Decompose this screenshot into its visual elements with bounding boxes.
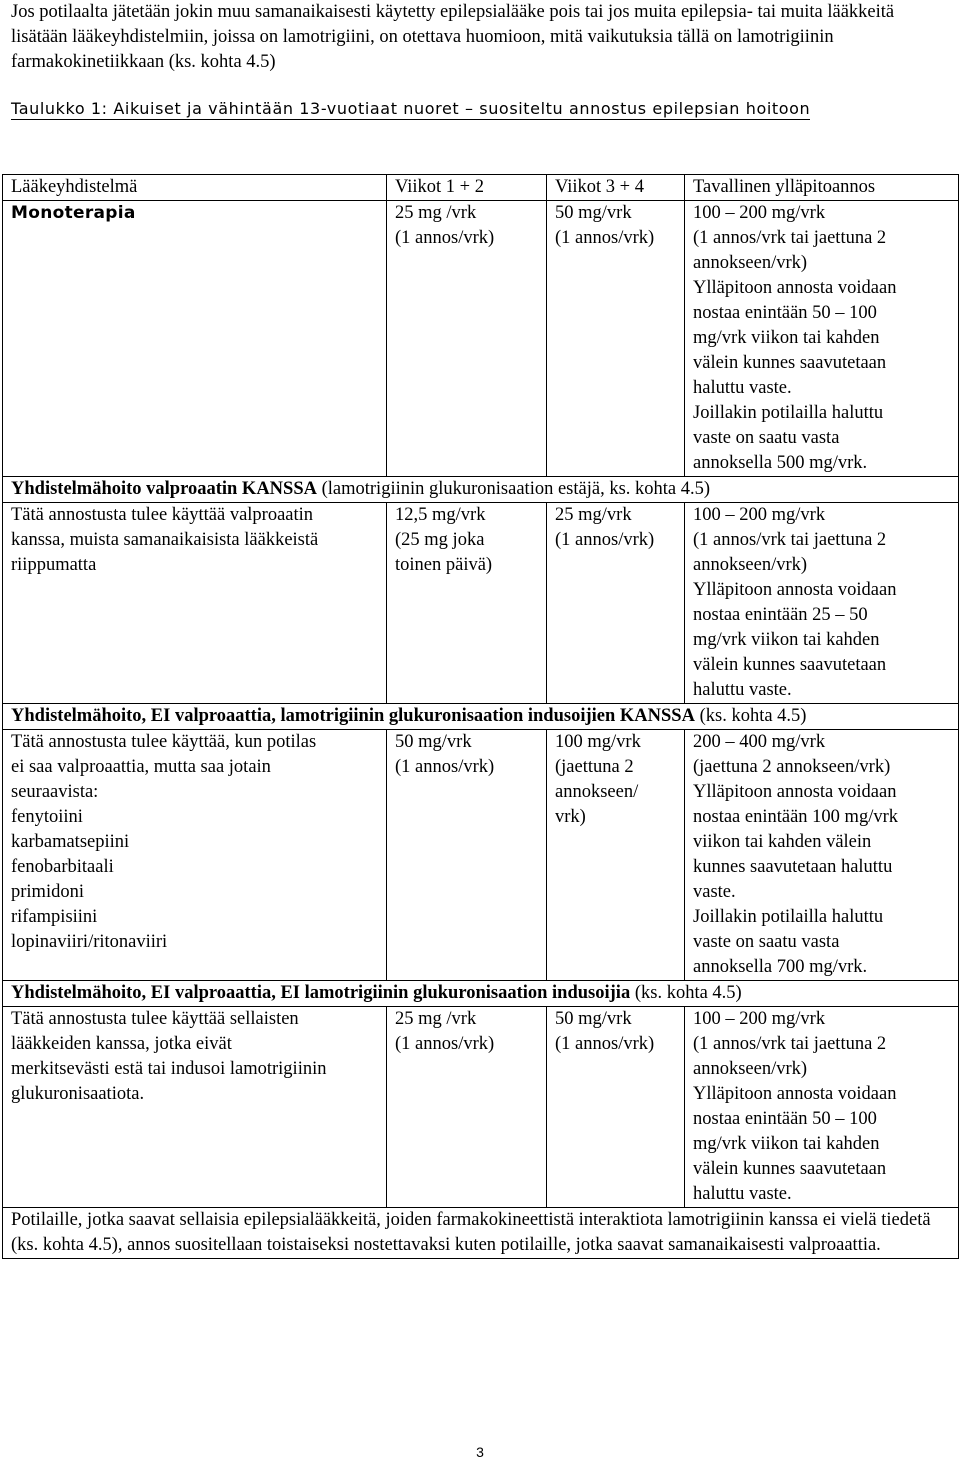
- no-inducers-weeks-3-4-line: 50 mg/vrk: [555, 1009, 632, 1029]
- inducers-maintenance-line: 200 – 400 mg/vrk: [693, 732, 826, 752]
- valproate-maintenance-line: 100 – 200 mg/vrk: [693, 505, 826, 525]
- inducers-weeks-3-4: [547, 730, 685, 981]
- valproate-label-line: Tätä annostusta tulee käyttää valproaatin: [11, 505, 314, 525]
- valproate-weeks-3-4-line: (1 annos/vrk): [555, 530, 655, 550]
- inducers-maintenance-line: kunnes saavutetaan haluttu: [693, 857, 893, 877]
- no-inducers-weeks-1-2: [387, 1007, 547, 1208]
- section-inducers-note: (ks. kohta 4.5): [694, 706, 807, 726]
- inducers-label-line: Tätä annostusta tulee käyttää, kun potilas: [11, 732, 317, 752]
- inducers-label-line: seuraavista:: [11, 782, 99, 802]
- inducers-label-line: primidoni: [11, 882, 84, 902]
- valproate-maintenance-line: annokseen/vrk): [693, 555, 808, 575]
- no-inducers-maintenance-line: (1 annos/vrk tai jaettuna 2: [693, 1034, 887, 1054]
- footnote: Potilaille, jotka saavat sellaisia epilepsialääkkeitä, joiden farmakokineettistä interaktiota lamotrigiinin kanssa ei vielä tiedetä (ks. kohta 4.5), annos suositellaan toistaiseksi nostettavaksi kuten potilaille, jotka saavat samanaikaisesti valproaattia.: [3, 1208, 959, 1259]
- monotherapy-maintenance-line: 100 – 200 mg/vrk: [693, 203, 826, 223]
- inducers-weeks-1-2-line: (1 annos/vrk): [395, 757, 495, 777]
- table-caption-text: Taulukko 1: Aikuiset ja vähintään 13-vuotiaat nuoret – suositeltu annostus epilepsian hoitoon: [11, 99, 811, 118]
- no-inducers-maintenance-line: 100 – 200 mg/vrk: [693, 1009, 826, 1029]
- valproate-maintenance-line: (1 annos/vrk tai jaettuna 2: [693, 530, 887, 550]
- inducers-label-line: rifampisiini: [11, 907, 98, 927]
- valproate-maintenance-line: haluttu vaste.: [693, 680, 792, 700]
- inducers-label-line: ei saa valproaattia, mutta saa jotain: [11, 757, 271, 777]
- monotherapy-maintenance-line: haluttu vaste.: [693, 378, 792, 398]
- valproate-weeks-1-2-line: toinen päivä): [395, 555, 493, 575]
- valproate-label-line: riippumatta: [11, 555, 97, 575]
- monotherapy-maintenance-line: vaste on saatu vasta: [693, 428, 840, 448]
- no-inducers-maintenance-line: nostaa enintään 50 – 100: [693, 1109, 877, 1129]
- no-inducers-label-line: merkitsevästi estä tai indusoi lamotrigiinin: [11, 1059, 327, 1079]
- valproate-maintenance-line: mg/vrk viikon tai kahden: [693, 630, 880, 650]
- valproate-maintenance: [685, 503, 959, 704]
- dosage-table: [2, 174, 959, 1259]
- monotherapy-weeks-3-4-line: (1 annos/vrk): [555, 228, 655, 248]
- header-row: [3, 175, 959, 201]
- valproate-maintenance-line: välein kunnes saavutetaan: [693, 655, 887, 675]
- inducers-label-line: karbamatsepiini: [11, 832, 130, 852]
- valproate-weeks-1-2-line: 12,5 mg/vrk: [395, 505, 486, 525]
- monotherapy-label-text: Monoterapia: [11, 203, 136, 223]
- section-no-inducers-note: (ks. kohta 4.5): [630, 983, 742, 1003]
- inducers-maintenance-line: (jaettuna 2 annokseen/vrk): [693, 757, 891, 777]
- no-inducers-weeks-1-2-line: 25 mg /vrk: [395, 1009, 477, 1029]
- section-no-inducers-row: [3, 981, 959, 1007]
- section-no-inducers-title: Yhdistelmähoito, EI valproaattia, EI lamotrigiinin glukuronisaation indusoijia: [11, 983, 631, 1003]
- no-inducers-label: [3, 1007, 387, 1208]
- monotherapy-label: [3, 201, 387, 477]
- inducers-weeks-1-2-line: 50 mg/vrk: [395, 732, 472, 752]
- inducers-weeks-3-4-line: vrk): [555, 807, 586, 827]
- inducers-maintenance-line: nostaa enintään 100 mg/vrk: [693, 807, 898, 827]
- header-combination: Lääkeyhdistelmä: [3, 175, 387, 201]
- no-inducers-maintenance-line: Ylläpitoon annosta voidaan: [693, 1084, 897, 1104]
- valproate-maintenance-line: Ylläpitoon annosta voidaan: [693, 580, 897, 600]
- inducers-weeks-3-4-line: annokseen/: [555, 782, 639, 802]
- no-inducers-weeks-1-2-line: (1 annos/vrk): [395, 1034, 495, 1054]
- section-valproate-title: Yhdistelmähoito valproaatin KANSSA: [11, 479, 317, 499]
- inducers-maintenance-line: Ylläpitoon annosta voidaan: [693, 782, 897, 802]
- header-weeks-1-2: Viikot 1 + 2: [387, 175, 547, 201]
- monotherapy-maintenance-line: (1 annos/vrk tai jaettuna 2: [693, 228, 887, 248]
- monotherapy-weeks-1-2-line: (1 annos/vrk): [395, 228, 495, 248]
- section-inducers: [3, 704, 959, 730]
- valproate-weeks-3-4-line: 25 mg/vrk: [555, 505, 632, 525]
- no-inducers-maintenance-line: haluttu vaste.: [693, 1184, 792, 1204]
- no-inducers-label-line: glukuronisaatiota.: [11, 1084, 145, 1104]
- monotherapy-maintenance-line: mg/vrk viikon tai kahden: [693, 328, 880, 348]
- inducers-weeks-3-4-line: 100 mg/vrk: [555, 732, 641, 752]
- section-valproate-row: [3, 477, 959, 503]
- inducers-maintenance-line: annoksella 700 mg/vrk.: [693, 957, 868, 977]
- table-caption: [11, 97, 951, 121]
- section-no-inducers: [3, 981, 959, 1007]
- valproate-maintenance-line: nostaa enintään 25 – 50: [693, 605, 868, 625]
- monotherapy-weeks-3-4-line: 50 mg/vrk: [555, 203, 632, 223]
- valproate-row: [3, 503, 959, 704]
- valproate-label: [3, 503, 387, 704]
- intro-paragraph: Jos potilaalta jätetään jokin muu samanaikaisesti käytetty epilepsialääke pois tai jos muita epilepsia- tai muita lääkkeitä lisätään lääkeyhdistelmiin, joissa on lamotrigiini, on otettava huomioon, mitä vaikutuksia tällä on lamotrigiinin farmakokinetiikkaan (ks. kohta 4.5): [11, 2, 895, 72]
- no-inducers-row: [3, 1007, 959, 1208]
- monotherapy-maintenance: [685, 201, 959, 477]
- page-number: 3: [476, 1444, 484, 1460]
- no-inducers-maintenance-line: annokseen/vrk): [693, 1059, 808, 1079]
- inducers-maintenance-line: vaste.: [693, 882, 736, 902]
- inducers-row: [3, 730, 959, 981]
- section-valproate-note: (lamotrigiinin glukuronisaation estäjä, ks. kohta 4.5): [316, 479, 711, 499]
- no-inducers-weeks-3-4-line: (1 annos/vrk): [555, 1034, 655, 1054]
- header-maintenance: Tavallinen ylläpitoannos: [685, 175, 959, 201]
- inducers-maintenance-line: vaste on saatu vasta: [693, 932, 840, 952]
- valproate-weeks-1-2-line: (25 mg joka: [395, 530, 485, 550]
- section-inducers-title: Yhdistelmähoito, EI valproaattia, lamotrigiinin glukuronisaation indusoijien KANSSA: [11, 706, 695, 726]
- no-inducers-maintenance-line: mg/vrk viikon tai kahden: [693, 1134, 880, 1154]
- valproate-weeks-3-4: [547, 503, 685, 704]
- no-inducers-label-line: Tätä annostusta tulee käyttää sellaisten: [11, 1009, 299, 1029]
- monotherapy-maintenance-line: annokseen/vrk): [693, 253, 808, 273]
- no-inducers-label-line: lääkkeiden kanssa, jotka eivät: [11, 1034, 232, 1054]
- monotherapy-weeks-1-2-line: 25 mg /vrk: [395, 203, 477, 223]
- section-valproate: [3, 477, 959, 503]
- valproate-weeks-1-2: [387, 503, 547, 704]
- monotherapy-maintenance-line: Joillakin potilailla haluttu: [693, 403, 884, 423]
- inducers-maintenance-line: viikon tai kahden välein: [693, 832, 872, 852]
- monotherapy-row: [3, 201, 959, 477]
- monotherapy-weeks-3-4: [547, 201, 685, 477]
- no-inducers-maintenance: [685, 1007, 959, 1208]
- inducers-maintenance: [685, 730, 959, 981]
- inducers-label-line: fenobarbitaali: [11, 857, 114, 877]
- footnote-row: [3, 1208, 959, 1259]
- inducers-label: [3, 730, 387, 981]
- header-weeks-3-4: Viikot 3 + 4: [547, 175, 685, 201]
- no-inducers-maintenance-line: välein kunnes saavutetaan: [693, 1159, 887, 1179]
- no-inducers-weeks-3-4: [547, 1007, 685, 1208]
- inducers-weeks-3-4-line: (jaettuna 2: [555, 757, 634, 777]
- monotherapy-maintenance-line: nostaa enintään 50 – 100: [693, 303, 877, 323]
- inducers-label-line: fenytoiini: [11, 807, 83, 827]
- monotherapy-maintenance-line: Ylläpitoon annosta voidaan: [693, 278, 897, 298]
- inducers-label-line: lopinaviiri/ritonaviiri: [11, 932, 168, 952]
- inducers-maintenance-line: Joillakin potilailla haluttu: [693, 907, 884, 927]
- valproate-label-line: kanssa, muista samanaikaisista lääkkeistä: [11, 530, 319, 550]
- monotherapy-weeks-1-2: [387, 201, 547, 477]
- section-inducers-row: [3, 704, 959, 730]
- monotherapy-maintenance-line: välein kunnes saavutetaan: [693, 353, 887, 373]
- monotherapy-maintenance-line: annoksella 500 mg/vrk.: [693, 453, 868, 473]
- inducers-weeks-1-2: [387, 730, 547, 981]
